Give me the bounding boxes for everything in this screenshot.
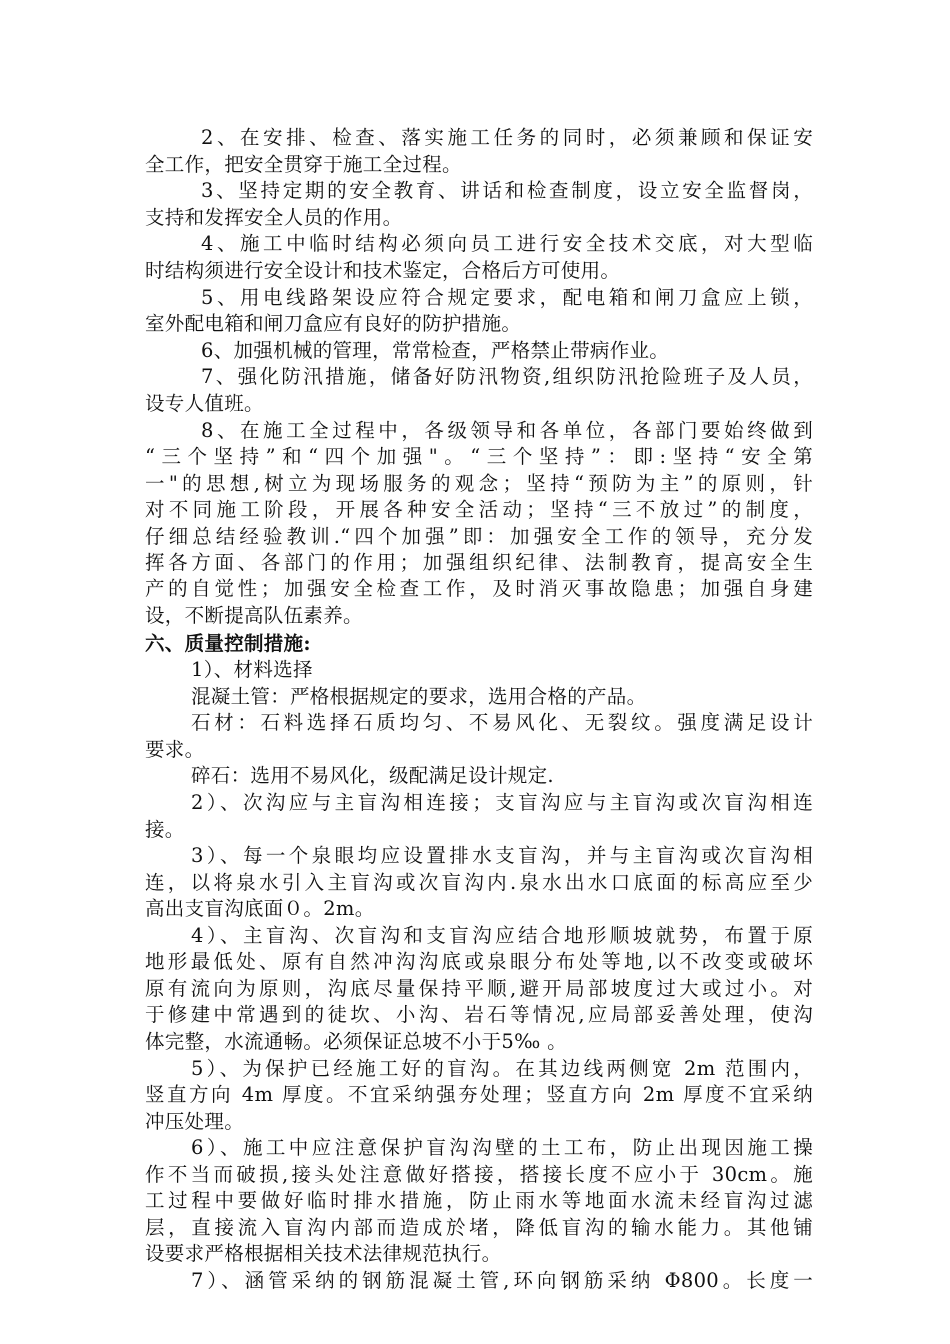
- text-line: 接。: [145, 818, 185, 841]
- text-line: 层，直接流入盲沟内部而造成於堵，降低盲沟的输水能力。其他铺: [145, 1216, 813, 1239]
- text-line: 工过程中要做好临时排水措施，防止雨水等地面水流未经盲沟过滤: [145, 1189, 813, 1212]
- text-line: 全工作，把安全贯穿于施工全过程。: [145, 153, 462, 176]
- text-line: 混凝土管：严格根据规定的要求，选用合格的产品。: [191, 685, 647, 708]
- section-heading: 六、质量控制措施:: [145, 632, 311, 655]
- text-line: 5、用电线路架设应符合规定要求，配电箱和闸刀盒应上锁，: [201, 286, 813, 309]
- text-line: 原有流向为原则，沟底尽量保持平顺,避开局部坡度过大或过小。对: [145, 977, 813, 1000]
- text-line: 室外配电箱和闸刀盒应有良好的防护措施。: [145, 312, 522, 335]
- text-line: 于修建中常遇到的徒坎、小沟、岩石等情况,应局部妥善处理，使沟: [145, 1003, 813, 1026]
- text-line: 时结构须进行安全设计和技术鉴定，合格后方可使用。: [145, 259, 621, 282]
- text-line: 碎石：选用不易风化，级配满足设计规定.: [191, 764, 554, 787]
- text-line: 仔细总结经验教训.“四个加强”即：加强安全工作的领导，充分发: [145, 525, 813, 548]
- text-line: 3、坚持定期的安全教育、讲话和检查制度，设立安全监督岗，: [201, 179, 813, 202]
- text-line: 支持和发挥安全人员的作用。: [145, 206, 403, 229]
- text-line: 设要求严格根据相关技术法律规范执行。: [145, 1242, 502, 1265]
- text-line: 冲压处理。: [145, 1110, 245, 1133]
- text-line: 连，以将泉水引入主盲沟或次盲沟内.泉水出水口底面的标高应至少: [145, 871, 813, 894]
- text-line: “三个坚持”和“四个加强"。“三个坚持”：即:坚持“安全第: [145, 445, 813, 468]
- text-line: 一"的思想,树立为现场服务的观念；坚持“预防为主”的原则，针: [145, 472, 813, 495]
- text-line: 2）、次沟应与主盲沟相连接；支盲沟应与主盲沟或次盲沟相连: [191, 791, 813, 814]
- text-line: 作不当而破损,接头处注意做好搭接，搭接长度不应小于 30cm。施: [145, 1163, 813, 1186]
- text-line: 7）、涵管采纳的钢筋混凝土管,环向钢筋采纳 Φ800。长度一: [191, 1269, 813, 1292]
- text-line: 4、施工中临时结构必须向员工进行安全技术交底，对大型临: [201, 232, 813, 255]
- text-line: 3）、每一个泉眼均应设置排水支盲沟，并与主盲沟或次盲沟相: [191, 844, 813, 867]
- text-line: 设专人值班。: [145, 392, 264, 415]
- text-line: 6、加强机械的管理，常常检查，严格禁止带病作业。: [201, 339, 670, 362]
- text-line: 对不同施工阶段，开展各种安全活动；坚持“三不放过”的制度，: [145, 498, 813, 521]
- text-line: 6）、施工中应注意保护盲沟沟壁的土工布，防止出现因施工操: [191, 1136, 813, 1159]
- text-line: 体完整，水流通畅。必须保证总坡不小于5‰ 。: [145, 1030, 567, 1053]
- text-line: 要求。: [145, 738, 205, 761]
- text-line: 产的自觉性；加强安全检查工作，及时消灭事故隐患；加强自身建: [145, 577, 813, 600]
- text-line: 地形最低处、原有自然冲沟沟底或泉眼分布处等地,以不改变或破坏: [145, 950, 813, 973]
- text-line: 设，不断提高队伍素养。: [145, 604, 363, 627]
- text-line: 挥各方面、各部门的作用；加强组织纪律、法制教育，提高安全生: [145, 551, 813, 574]
- text-line: 2、在安排、检查、落实施工任务的同时，必须兼顾和保证安: [201, 126, 813, 149]
- text-line: 8、在施工全过程中，各级领导和各单位，各部门要始终做到: [201, 419, 813, 442]
- text-line: 1）、材料选择: [191, 658, 313, 681]
- text-line: 竖直方向 4m 厚度。不宜采纳强夯处理；竖直方向 2m 厚度不宜采纳: [145, 1083, 813, 1106]
- text-line: 高出支盲沟底面０。2m。: [145, 897, 375, 920]
- text-line: 5）、为保护已经施工好的盲沟。在其边线两侧宽 2m 范围内，: [191, 1057, 813, 1080]
- text-line: 7、强化防汛措施，储备好防汛物资,组织防汛抢险班子及人员，: [201, 365, 813, 388]
- text-line: 4）、主盲沟、次盲沟和支盲沟应结合地形顺坡就势，布置于原: [191, 924, 813, 947]
- text-line: 石材：石料选择石质均匀、不易风化、无裂纹。强度满足设计: [191, 711, 813, 734]
